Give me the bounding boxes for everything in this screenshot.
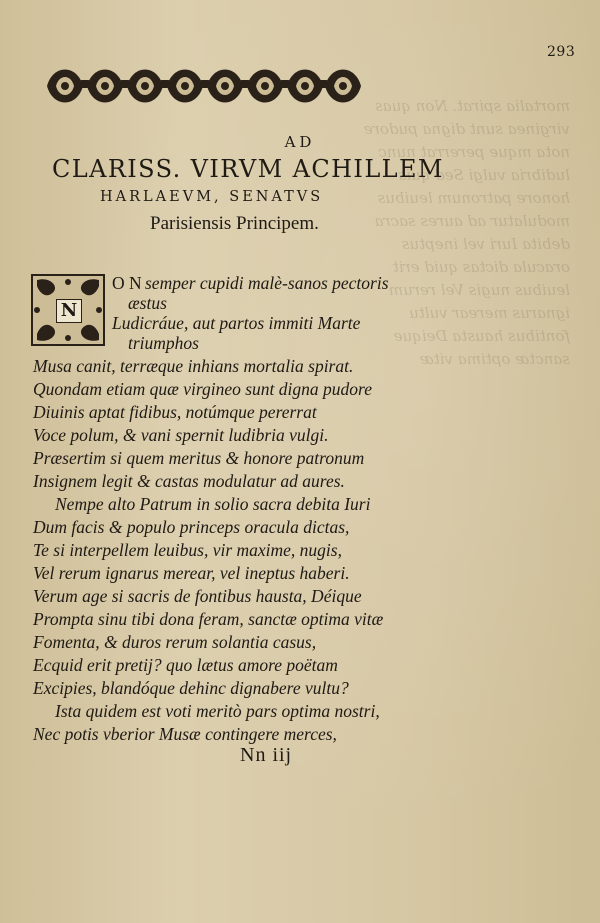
verse-line: Excipies, blandóque dehinc dignabere vultu?: [33, 678, 349, 698]
verse-line: Prompta sinu tibi dona feram, sanctæ optima vitæ: [33, 609, 384, 629]
drop-cap-letter: N: [56, 299, 82, 323]
verse-line: Præsertim si quem meritus & honore patronum: [33, 448, 365, 468]
verse-line: Musa canit, terræque inhians mortalia spirat.: [33, 356, 354, 376]
verse-line: Nempe alto Patrum in solio sacra debita Iuri: [55, 494, 371, 514]
verse-line: Vel rerum ignarus merear, vel ineptus haberi.: [33, 563, 350, 583]
verse-line: Ludicráue, aut partos immiti Marte: [112, 313, 361, 333]
ornamental-headpiece: [43, 60, 363, 112]
verse-line: Nec potis vberior Musæ contingere merces,: [33, 724, 337, 744]
signature-mark: Nn iij: [240, 744, 293, 766]
heading-ad: AD: [284, 133, 316, 151]
verse-line: Verum age si sacris de fontibus hausta, Déique: [33, 586, 362, 606]
verse-line: triumphos: [128, 333, 199, 353]
verse-line: Ista quidem est voti meritò pars optima nostri,: [55, 701, 380, 721]
verse-line: Voce polum, & vani spernit ludibria vulgi.: [33, 425, 329, 445]
show-through-text: mortalia spirat. Non quas virginea sunt digna pudore nota mque pererrat nunc ludibria vulgi Sed quis honore patronum leuibus modulatur ad aures sacra debita Iuri vel ineptus oracula dictas quid erit leuibus nugis Vel rerum ignarus merear vultu fontibus hausta Deique sanctæ optima vitæ: [363, 97, 570, 368]
verse-line: Fomenta, & duros rerum solantia casus,: [33, 632, 317, 652]
verse-line: Insignem legit & castas modulatur ad aures.: [33, 471, 345, 491]
verse-first-italic: semper cupidi malè-sanos pectoris: [145, 273, 389, 293]
heading-dedicatee: CLARISS. VIRVM ACHILLEM: [52, 155, 444, 183]
verse-line: Quondam etiam quæ virgineo sunt digna pudore: [33, 379, 372, 399]
verse-line: Diuinis aptat fidibus, notúmque pererrat: [33, 402, 317, 422]
heading-princeps: Parisiensis Principem.: [150, 213, 319, 234]
verse-line: Ecquid erit pretij? quo lætus amore poëtam: [33, 655, 338, 675]
verse-line: Te si interpellem leuibus, vir maxime, nugis,: [33, 540, 342, 560]
verse-line: æstus: [128, 293, 167, 313]
page-number: 293: [547, 44, 576, 60]
verse-line: Dum facis & populo princeps oracula dictas,: [33, 517, 350, 537]
heading-senatus: HARLAEVM, SENATVS: [100, 189, 324, 205]
verse-first-roman: O N: [112, 273, 142, 293]
